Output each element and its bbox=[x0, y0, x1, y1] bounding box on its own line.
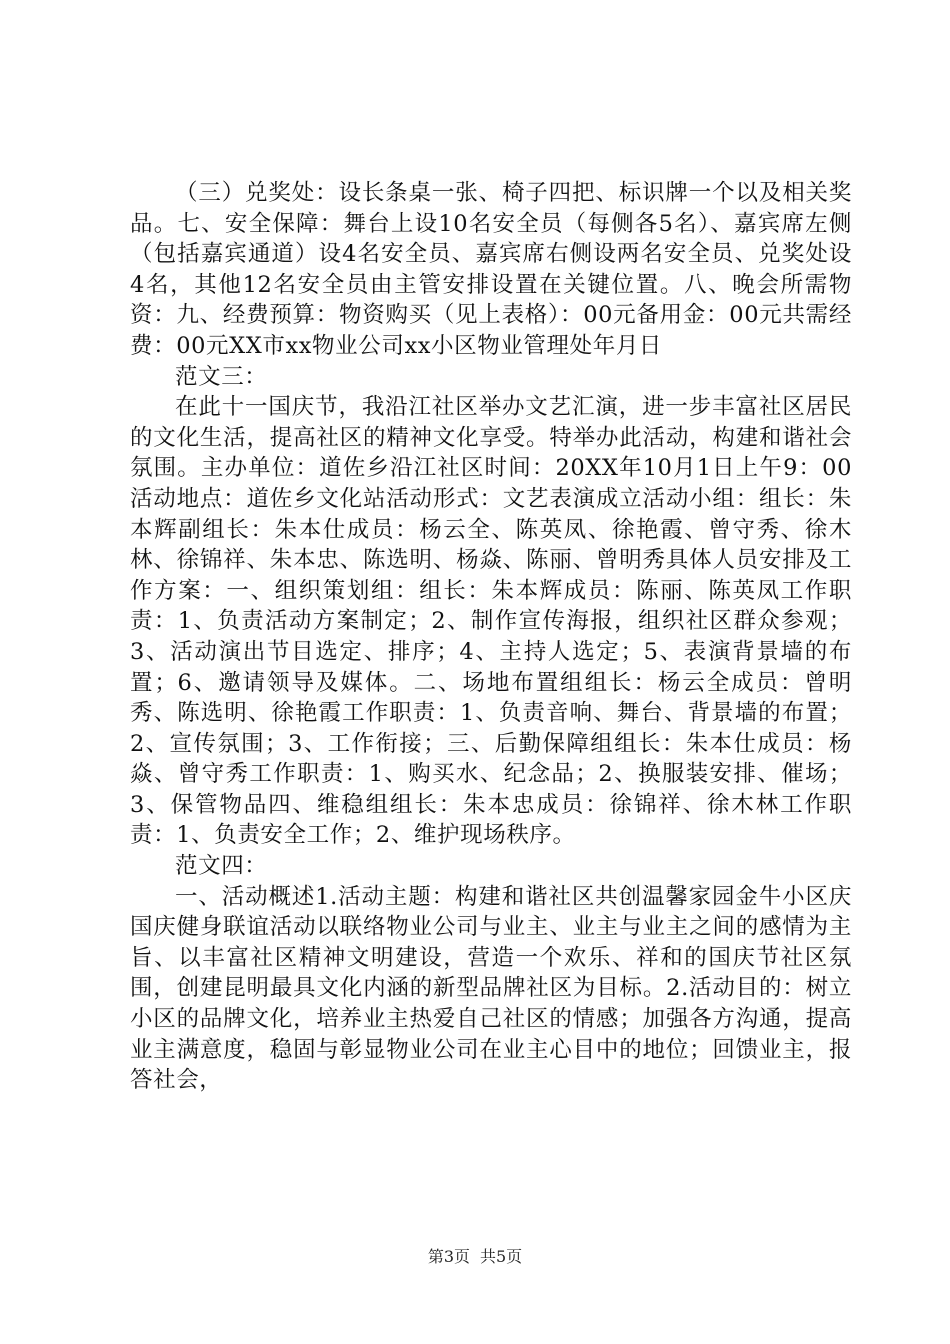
paragraph-activity-overview: 一、活动概述1.活动主题：构建和谐社区共创温馨家园金牛小区庆国庆健身联谊活动以联络物业公司与业主、业主与业主之间的感情为主旨、以丰富社区精神文明建设，营造一个欢乐、祥和的国庆节社区氛围，创建昆明最具文化内涵的新型品牌社区为目标。2.活动目的：树立小区的品牌文化，培养业主热爱自己社区的情感；加强各方沟通，提高业主满意度，稳固与彰显物业公司在业主心目中的地位；回馈业主，报答社会， bbox=[130, 883, 852, 1094]
heading-sample-four: 范文四： bbox=[175, 853, 268, 880]
page-number-total: 共5页 bbox=[480, 1247, 523, 1266]
page-number-current: 第3页 bbox=[427, 1247, 470, 1266]
document-body bbox=[130, 178, 852, 1096]
heading-sample-three: 范文三： bbox=[175, 363, 268, 390]
paragraph-community-performance-plan: 在此十一国庆节，我沿江社区举办文艺汇演，进一步丰富社区居民的文化生活，提高社区的精神文化享受。特举办此活动，构建和谐社会氛围。主办单位：道佐乡沿江社区时间：20XX年10月1日上午9：00活动地点：道佐乡文化站活动形式：文艺表演成立活动小组：组长：朱本辉副组长：朱本仕成员：杨云全、陈英凤、徐艳霞、曾守秀、徐木林、徐锦祥、朱本忠、陈选明、杨焱、陈丽、曾明秀具体人员安排及工作方案：一、组织策划组：组长：朱本辉成员：陈丽、陈英凤工作职责：1、负责活动方案制定；2、制作宣传海报，组织社区群众参观；3、活动演出节目选定、排序；4、主持人选定；5、表演背景墙的布置；6、邀请领导及媒体。二、场地布置组组长：杨云全成员：曾明秀、陈选明、徐艳霞工作职责：1、负责音响、舞台、背景墙的布置；2、宣传氛围；3、工作衔接；三、后勤保障组组长：朱本仕成员：杨焱、曾守秀工作职责：1、购买水、纪念品；2、换服装安排、催场；3、保管物品四、维稳组组长：朱本忠成员：徐锦祥、徐木林工作职责：1、负责安全工作；2、维护现场秩序。 bbox=[130, 394, 852, 849]
paragraph-awards-safety-budget: （三）兑奖处：设长条桌一张、椅子四把、标识牌一个以及相关奖品。七、安全保障：舞台上设10名安全员（每侧各5名）、嘉宾席左侧（包括嘉宾通道）设4名安全员、嘉宾席右侧设两名安全员、兑奖处设4名，其他12名安全员由主管安排设置在关键位置。八、晚会所需物资：九、经费预算：物资购买（见上表格）：00元备用金：00元共需经费：00元XX市xx物业公司xx小区物业管理处年月日 bbox=[130, 180, 852, 359]
page-footer bbox=[0, 1247, 950, 1267]
